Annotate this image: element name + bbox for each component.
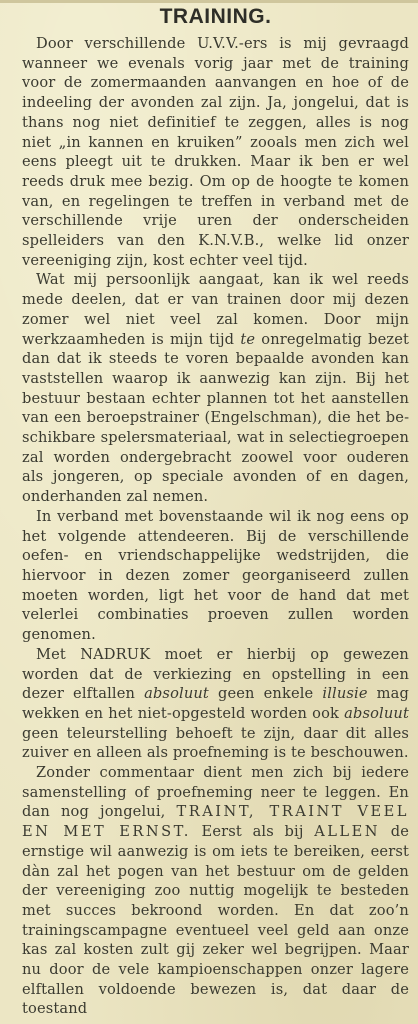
paragraph-4-part-c: mag wekken en het niet-opgesteld worden ook — [22, 685, 410, 722]
emphasis-traint: TRAINT, TRAINT VEEL EN MET ERNST. — [22, 803, 409, 841]
paragraph-5 — [22, 763, 409, 1019]
paragraph-4 — [22, 645, 409, 763]
article-title: TRAINING. — [159, 5, 272, 28]
paragraph-4-part-b: geen enkele — [208, 685, 323, 703]
emphasis-allen: ALLEN — [314, 823, 381, 841]
paragraph-4-part-a: Met NADRUK moet er hierbij op gewezen worden dat de verkiezing en opstelling in een dezer elftallen — [22, 645, 409, 703]
paragraph-2-part-a: Wat mij persoonlijk aangaat, kan ik wel reeds mede deelen, dat er van trainen door mij dezen zomer wel niet veel zal komen. Door mijn werkzaamheden is mijn tijd — [22, 271, 409, 348]
paragraph-5-part-a: Zonder commentaar dient men zich bij iedere samenstelling of proefneming neer te leggen. En dan nog jongelui, — [22, 764, 409, 821]
paragraph-4-part-d: geen teleurstelling behoeft te zijn, daar dit alles zuiver en alleen als proefneming is te beschouwen. — [22, 724, 409, 762]
paragraph-1: Door verschillende U.V.V.-ers is mij gevraagd wanneer we evenals vorig jaar met de training voor de zomermaanden aanvangen en hoe of de indeeling der avonden zal zijn. Ja, jongelui, dat is thans nog niet definitief te zeggen, alles is nog niet „in kannen en kruiken” zooals men zich wel eens pleegt uit te drukken. Maar ik ben er wel reeds druk mee bezig. Om op de hoogte te komen van, en regelingen te treffen in verband met de verschillende vrije uren der onderscheiden spelleiders van den K.N.V.B., welke lid onzer vereeniging zijn, kost echter veel tijd. — [22, 35, 409, 269]
paragraph-2 — [22, 270, 409, 506]
emphasis-te: te — [240, 330, 256, 348]
paragraph-2-part-b: onregelmatig bezet dan dat ik steeds te voren bepaalde avonden kan vaststellen waarop ik aanwezig kan zijn. Bij het bestuur bestaan echter plannen tot het aanstellen van een beroepstrainer (Engelschman), die het beschikbare spelersmateriaal, wat in selectiegroepen zal worden ondergebracht zoowel voor ouderen als jongeren, op speciale avonden of en dagen, onderhanden zal nemen. — [22, 330, 409, 506]
paragraph-5-part-c: de ernstige wil aanwezig is om iets te bereiken, eerst dàn zal het pogen van het bestuur om de gelden der vereeniging zoo nuttig mogelijk te besteden met succes bekroond worden. En dat zoo’n trainingscampagne eventueel veel geld aan onze kas zal kosten zult gij zeker wel begrijpen. Maar nu door de vele kampioenschappen onzer lagere elftallen voldoende bewezen is, dat daar de toestand — [22, 823, 409, 1018]
emphasis-absoluut-2: absoluut — [344, 704, 409, 722]
paragraph-5-part-b: Eerst als bij — [190, 823, 315, 841]
paragraph-3: In verband met bovenstaande wil ik nog eens op het volgende attendeeren. Bij de verschillende oefen- en vriendschappelijke wedstrijden, die hiervoor in dezen zomer georganiseerd zullen moeten worden, ligt het voor de hand dat met velerlei combinaties proeven zullen worden genomen. — [22, 507, 409, 644]
article-body — [22, 34, 409, 1019]
emphasis-absoluut-1: absoluut — [144, 685, 209, 703]
emphasis-illusie: illusie — [322, 685, 368, 703]
